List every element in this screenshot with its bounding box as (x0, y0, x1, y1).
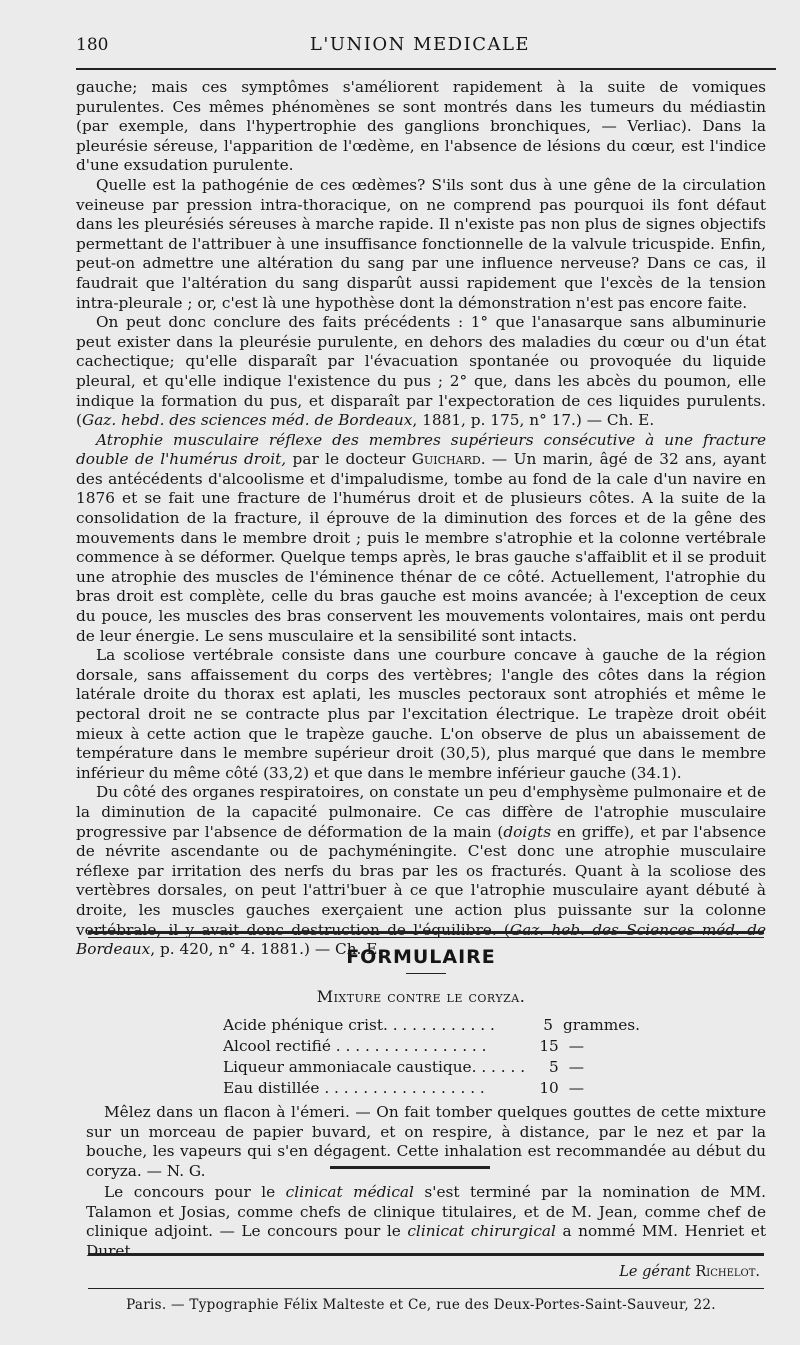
footer-rule (88, 1253, 764, 1256)
page-header (76, 30, 764, 64)
article-title: Atrophie musculaire réflexe des membres supérieurs consécutive à une fracture double de l'humérus droit, (76, 430, 766, 469)
ingredient-name: Alcool rectifié . . . . . . . . . . . . . . . . (223, 1037, 487, 1055)
ingredient-unit: grammes. (563, 1016, 640, 1034)
ingredient-qty: 5 (543, 1016, 553, 1034)
recipe-row (223, 1057, 633, 1078)
ingredient-name: Acide phénique crist. . . . . . . . . . . . (223, 1016, 495, 1034)
paragraph-text: Du côté des organes respiratoires, on constate un peu d'emphysème pulmonaire et de la diminution de la capacité pulmonaire. Ce cas diffère de l'atrophie musculaire progressive par l'absence de déformation de la main ( (76, 783, 766, 841)
paragraph: La scoliose vertébrale consiste dans une courbure concave à gauche de la région dorsale, sans affaissement du corps des vertèbres; l'angle des côtes dans la région latérale droite du thorax est aplati, les muscles pectoraux sont atrophiés et même le pectoral droit ne se contracte plus par l'excitation électrique. Le trapèze droit obéit mieux à cette action que le trapèze gauche. L'on observe de plus un abaissement de température dans le membre supérieur droit (30,5), plus marqué que dans le membre inférieur du même côté (33,2) et que dans le membre inférieur gauche (34.1). (76, 646, 766, 782)
italic-term: clinicat chirurgical (407, 1222, 556, 1241)
citation-source: Gaz. hebd. des sciences méd. de Bordeaux (81, 411, 413, 430)
header-rule (76, 68, 776, 70)
paragraph (76, 431, 766, 647)
paragraph-text: a nommé MM. Henriet et Duret. (86, 1222, 766, 1260)
section-rule-thin (88, 937, 764, 938)
ingredient-qty: 10 (539, 1079, 559, 1097)
recipe-instructions (86, 1103, 766, 1181)
italic-term: clinicat médical (285, 1183, 414, 1201)
section-rule (88, 931, 764, 934)
citation-source: Gaz. heb. des Sciences méd. de Bordeaux (76, 920, 766, 959)
citation-end: , p. 420, n° 4. 1881.) — Ch. E. (150, 940, 383, 959)
paragraph-text: . — Un marin, âgé de 32 ans, ayant des antécédents d'alcoolisme et d'impaludisme, tombe au fond de la cale d'un navire en 1876 et se fait une fracture de l'humérus droit et de plusieurs côtes. A la suite de la consolidation de la fracture, il éprouve de la diminution des forces et de la gêne des mouvements dans le membre droit ; puis le membre s'atrophie et la colonne vertébrale commence à se déformer. Quelque temps après, le bras gauche s'affaiblit et il se produit une atrophie des muscles de l'éminence thénar de ce côté. Actuellement, l'atrophie du bras droit est complète, celle du bras gauche est moins avancée; à l'exception de ceux du pouce, les muscles des bras conservent les mouvements volontaires, mais ont perdu de leur énergie. Le sens musculaire et la sensibilité sont intacts. (76, 450, 766, 645)
recipe-list (223, 1015, 640, 1099)
paragraph-text: en griffe), et par l'absence de névrite ascendante ou de pachyméningite. C'est donc une atrophie musculaire réflexe par irritation des nerfs du bras par les os fracturés. Quant à la scoliose des vertèbres dorsales, on peut l'attri'buer à ce que l'atrophie musculaire ayant débuté à droite, les muscles gauches exerçaient une action plus puissante sur la colonne vertébrale, il y avait donc destruction de l'équilibre. ( (76, 822, 766, 939)
italic-word: doigts (503, 822, 552, 841)
page-number: 180 (76, 35, 109, 55)
signature-name: Richelot. (695, 1264, 760, 1280)
paragraph-text: s'est terminé par la nomination de MM. Talamon et Josias, comme chefs de clinique titulaires, et de M. Jean, comme chef de clinique adjoint. — Le concours pour le (86, 1183, 766, 1241)
paragraph: gauche; mais ces symptômes s'améliorent rapidement à la suite de vomiques purulentes. Ces mêmes phénomènes se sont montrés dans les tumeurs du médiastin (par exemple, dans l'hypertrophie des ganglions bronchiques, — Verliac). Dans la pleurésie séreuse, l'apparition de l'œdème, en l'absence de lésions du cœur, est l'indice d'une exsudation purulente. (76, 78, 766, 175)
separator-bar (330, 1166, 490, 1169)
signature-label: Le gérant (619, 1264, 691, 1280)
ingredient-unit: — (568, 1037, 585, 1055)
recipe-row (223, 1078, 633, 1099)
ingredient-name: Liqueur ammoniacale caustique. . . . . . (223, 1058, 526, 1076)
recipe-row (223, 1036, 633, 1057)
ingredient-unit: — (568, 1079, 585, 1097)
main-text (76, 78, 766, 960)
imprint-rule (88, 1288, 764, 1289)
byline: par le docteur (286, 450, 412, 469)
ingredient-unit: — (568, 1058, 585, 1076)
paragraph (76, 313, 766, 431)
paragraph (86, 1183, 766, 1261)
signature (619, 1264, 760, 1280)
paragraph-text: On peut donc conclure des faits précédents : 1° que l'anasarque sans albuminurie peut exister dans la pleurésie purulente, en dehors des maladies du cœur ou d'un état cachectique; qu'elle disparaît par l'évacuation spontanée ou provoquée du liquide pleural, et qu'elle indique l'existence du pus ; 2° que, dans les abcès du poumon, elle indique la formation du pus, et disparaît par l'expectoration de ces liquides purulents. ( (76, 313, 766, 430)
ingredient-qty: 15 (539, 1037, 559, 1055)
ingredient-name: Eau distillée . . . . . . . . . . . . . . . . . (223, 1079, 485, 1097)
paragraph-text: Le concours pour le (104, 1183, 286, 1201)
author-name: Guichard (411, 450, 481, 469)
running-title: L'UNION MEDICALE (309, 34, 531, 55)
citation-end: , 1881, p. 175, n° 17.) — Ch. E. (412, 411, 655, 430)
paragraph: Mêlez dans un flacon à l'émeri. — On fait tomber quelques gouttes de cette mixture sur un morceau de papier buvard, et on respire, à distance, par le nez et par la bouche, les vapeurs qui s'en dégagent. Cette inhalation est recommandée au début du coryza. — N. G. (86, 1103, 766, 1180)
concours-notice (86, 1183, 766, 1261)
printer-imprint: Paris. — Typographie Félix Malteste et Ce, rue des Deux-Portes-Saint-Sauveur, 22. (126, 1297, 716, 1313)
formulaire-heading: FORMULAIRE (346, 946, 496, 968)
recipe-row (223, 1015, 640, 1036)
recipe-title: Mixture contre le coryza. (316, 987, 526, 1006)
paragraph: Quelle est la pathogénie de ces œdèmes? S'ils sont dus à une gêne de la circulation veineuse par pression intra-thoracique, on ne comprend pas pourquoi ils font défaut dans les pleurésiés séreuses à marche rapide. Il n'existe pas non plus de signes objectifs permettant de l'attribuer à une insuffisance fonctionnelle de la valvule tricuspide. Enfin, peut-on admettre une altération du sang par une influence nerveuse? Dans ce cas, il faudrait que l'altération du sang disparût aussi rapidement que l'excès de la tension intra-pleurale ; or, c'est là une hypothèse dont la démonstration n'est pas encore faite. (76, 175, 766, 312)
heading-underline (406, 973, 446, 974)
ingredient-qty: 5 (549, 1058, 559, 1076)
